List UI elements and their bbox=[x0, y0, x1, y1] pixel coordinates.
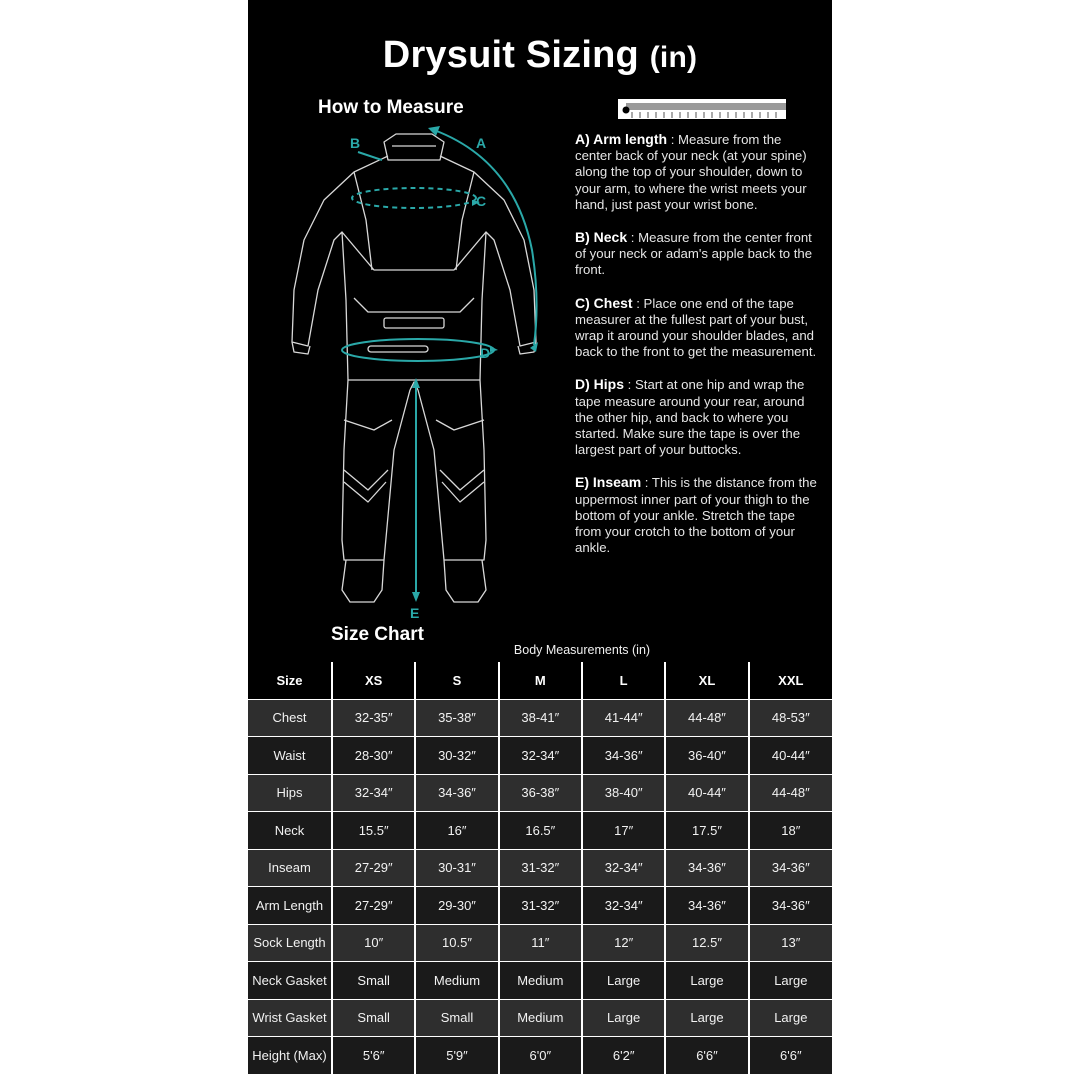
table-cell: 44-48″ bbox=[749, 774, 832, 812]
measurement-guides bbox=[342, 130, 537, 592]
table-cell: 10.5″ bbox=[415, 924, 498, 962]
row-label: Wrist Gasket bbox=[248, 999, 332, 1037]
label-e: E bbox=[410, 605, 420, 621]
table-cell: 34-36″ bbox=[665, 849, 748, 887]
size-chart-heading: Size Chart bbox=[331, 624, 424, 645]
table-cell: 44-48″ bbox=[665, 699, 748, 737]
header-size-col: XS bbox=[332, 662, 415, 699]
label-d: D bbox=[480, 345, 491, 361]
table-cell: 36-38″ bbox=[499, 774, 582, 812]
instruction-arm-length: A) Arm length : Measure from the center back of your neck (at your spine) along the top of your shoulder, down to your arm, to where the wrist meets your hand, just past your wrist bone. bbox=[575, 131, 807, 212]
table-cell: 17.5″ bbox=[665, 812, 748, 850]
measurement-instructions bbox=[575, 131, 820, 572]
table-cell: 34-36″ bbox=[749, 887, 832, 925]
table-cell: 11″ bbox=[499, 924, 582, 962]
table-row bbox=[248, 737, 832, 775]
table-cell: 48-53″ bbox=[749, 699, 832, 737]
table-header-row bbox=[248, 662, 832, 699]
table-cell: 32-34″ bbox=[582, 887, 665, 925]
table-cell: 35-38″ bbox=[415, 699, 498, 737]
row-label: Sock Length bbox=[248, 924, 332, 962]
title-unit: (in) bbox=[649, 41, 698, 74]
table-cell: Large bbox=[582, 999, 665, 1037]
table-row bbox=[248, 924, 832, 962]
table-cell: 30-31″ bbox=[415, 849, 498, 887]
header-size-col: S bbox=[415, 662, 498, 699]
table-cell: 34-36″ bbox=[582, 737, 665, 775]
row-label: Inseam bbox=[248, 849, 332, 887]
table-cell: 41-44″ bbox=[582, 699, 665, 737]
table-cell: 27-29″ bbox=[332, 849, 415, 887]
table-cell: 16.5″ bbox=[499, 812, 582, 850]
row-label: Neck Gasket bbox=[248, 962, 332, 1000]
table-cell: 31-32″ bbox=[499, 887, 582, 925]
table-cell: 32-34″ bbox=[332, 774, 415, 812]
label-a: A bbox=[476, 135, 487, 151]
table-cell: 6'0″ bbox=[499, 1037, 582, 1075]
table-cell: Medium bbox=[415, 962, 498, 1000]
table-cell: 5'9″ bbox=[415, 1037, 498, 1075]
body-measurements-caption: Body Measurements (in) bbox=[513, 643, 651, 657]
instruction-hips: D) Hips : Start at one hip and wrap the tape measure around your rear, around the other hip, and back to where you started. Make sure the tape is over the largest part of your buttocks. bbox=[575, 376, 805, 458]
instruction-inseam: E) Inseam : This is the distance from the uppermost inner part of your thigh to the bottom of your ankle. Stretch the tape from your crotch to the bottom of your ankle. bbox=[575, 474, 817, 556]
table-cell: Large bbox=[665, 962, 748, 1000]
table-cell: 38-40″ bbox=[582, 774, 665, 812]
table-cell: 6'2″ bbox=[582, 1037, 665, 1075]
zipper-icon bbox=[368, 346, 428, 352]
table-cell: Large bbox=[749, 999, 832, 1037]
table-cell: 32-34″ bbox=[582, 849, 665, 887]
table-cell: 30-32″ bbox=[415, 737, 498, 775]
table-cell: 28-30″ bbox=[332, 737, 415, 775]
size-chart-table-wrap bbox=[248, 662, 832, 1080]
measuring-tape-icon bbox=[618, 99, 788, 121]
row-label: Arm Length bbox=[248, 887, 332, 925]
label-b: B bbox=[350, 135, 361, 151]
table-cell: 12.5″ bbox=[665, 924, 748, 962]
table-row bbox=[248, 1037, 832, 1075]
table-cell: 27-29″ bbox=[332, 887, 415, 925]
table-cell: 6'6″ bbox=[749, 1037, 832, 1075]
how-to-measure-heading: How to Measure bbox=[318, 97, 464, 118]
table-cell: 34-36″ bbox=[749, 849, 832, 887]
table-cell: 38-41″ bbox=[499, 699, 582, 737]
header-size-col: XL bbox=[665, 662, 748, 699]
row-label: Hips bbox=[248, 774, 332, 812]
table-cell: 12″ bbox=[582, 924, 665, 962]
table-row bbox=[248, 962, 832, 1000]
table-cell: 16″ bbox=[415, 812, 498, 850]
table-cell: Small bbox=[332, 962, 415, 1000]
size-chart-table bbox=[248, 662, 832, 1075]
row-label: Height (Max) bbox=[248, 1037, 332, 1075]
label-c: C bbox=[476, 193, 487, 209]
drysuit-figure-icon bbox=[284, 120, 554, 625]
table-cell: Large bbox=[582, 962, 665, 1000]
table-row bbox=[248, 812, 832, 850]
table-cell: 13″ bbox=[749, 924, 832, 962]
suit-outline bbox=[292, 134, 536, 602]
table-cell: 32-35″ bbox=[332, 699, 415, 737]
sizing-panel bbox=[248, 0, 832, 1080]
table-cell: 40-44″ bbox=[665, 774, 748, 812]
row-label: Waist bbox=[248, 737, 332, 775]
instruction-chest: C) Chest : Place one end of the tape measurer at the fullest part of your bust, wrap it around your shoulder blades, and back to the front to get the measurement. bbox=[575, 294, 817, 360]
header-size-col: M bbox=[499, 662, 582, 699]
table-body bbox=[248, 699, 832, 1074]
table-row bbox=[248, 774, 832, 812]
table-cell: 34-36″ bbox=[415, 774, 498, 812]
table-cell: 29-30″ bbox=[415, 887, 498, 925]
table-cell: Small bbox=[332, 999, 415, 1037]
header-size: Size bbox=[248, 662, 332, 699]
row-label: Neck bbox=[248, 812, 332, 850]
table-cell: Small bbox=[415, 999, 498, 1037]
table-cell: 15.5″ bbox=[332, 812, 415, 850]
header-size-col: L bbox=[582, 662, 665, 699]
table-cell: Medium bbox=[499, 999, 582, 1037]
table-row bbox=[248, 999, 832, 1037]
table-row bbox=[248, 699, 832, 737]
table-cell: 6'6″ bbox=[665, 1037, 748, 1075]
page-title bbox=[248, 34, 832, 77]
header-size-col: XXL bbox=[749, 662, 832, 699]
title-text: Drysuit Sizing bbox=[382, 34, 639, 76]
instruction-neck: B) Neck : Measure from the center front of your neck or adam's apple back to the front. bbox=[575, 229, 813, 278]
table-cell: 18″ bbox=[749, 812, 832, 850]
table-cell: 32-34″ bbox=[499, 737, 582, 775]
table-row bbox=[248, 887, 832, 925]
table-cell: 34-36″ bbox=[665, 887, 748, 925]
row-label: Chest bbox=[248, 699, 332, 737]
table-cell: Large bbox=[665, 999, 748, 1037]
table-cell: 36-40″ bbox=[665, 737, 748, 775]
table-cell: 31-32″ bbox=[499, 849, 582, 887]
table-cell: Large bbox=[749, 962, 832, 1000]
table-row bbox=[248, 849, 832, 887]
table-cell: 5'6″ bbox=[332, 1037, 415, 1075]
table-cell: 40-44″ bbox=[749, 737, 832, 775]
table-cell: 10″ bbox=[332, 924, 415, 962]
table-cell: Medium bbox=[499, 962, 582, 1000]
table-cell: 17″ bbox=[582, 812, 665, 850]
